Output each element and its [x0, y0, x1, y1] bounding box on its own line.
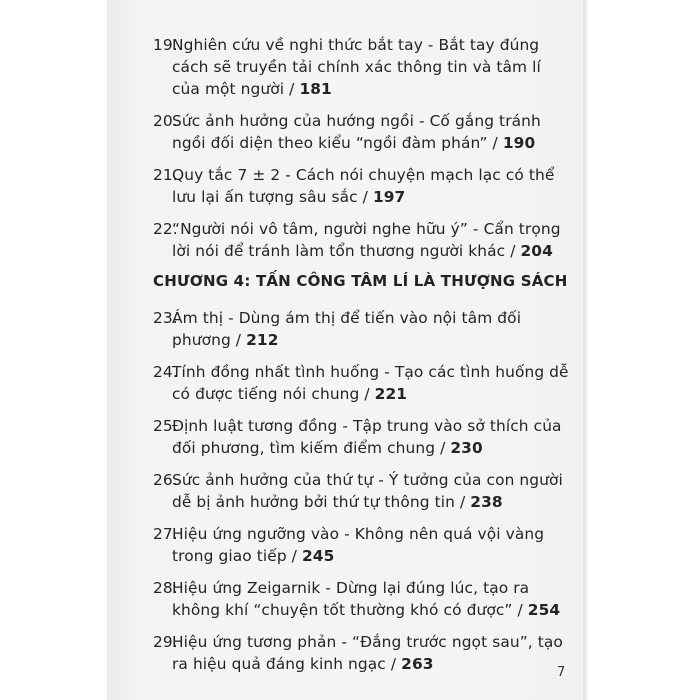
entry-title: “Người nói vô tâm, người nghe hữu ý” - Cẩn trọng lời nói để tránh làm tổn thương người khác / — [172, 220, 561, 260]
entry-title: Hiệu ứng ngưỡng vào - Không nên quá vội vàng trong giao tiếp / — [172, 525, 545, 565]
entry-page: 254 — [527, 601, 561, 619]
entry-page: 181 — [299, 80, 332, 98]
entry-title: Sức ảnh hưởng của hướng ngồi - Cố gắng tránh ngồi đối diện theo kiểu “ngồi đàm phán” / — [172, 112, 541, 152]
toc-list-bottom — [153, 307, 573, 685]
entry-title: Ám thị - Dùng ám thị để tiến vào nội tâm đối phương / — [172, 309, 522, 349]
entry-title: Hiệu ứng Zeigarnik - Dừng lại đúng lúc, tạo ra không khí “chuyện tốt thường khó có được” / — [172, 579, 530, 619]
toc-entry — [153, 34, 563, 100]
entry-title: Tính đồng nhất tình huống - Tạo các tình huống dễ có được tiếng nói chung / — [172, 363, 569, 403]
entry-text — [172, 164, 563, 208]
entry-title: Nghiên cứu về nghi thức bắt tay - Bắt tay đúng cách sẽ truyền tải chính xác thông tin và tâm lí của một người / — [172, 36, 541, 98]
entry-text — [172, 110, 563, 154]
entry-text — [172, 415, 573, 459]
entry-page: 221 — [374, 385, 408, 403]
toc-entry — [153, 577, 573, 621]
entry-page: 263 — [401, 655, 434, 673]
entry-text — [172, 34, 563, 100]
entry-page: 212 — [246, 331, 279, 349]
entry-number: 25. — [153, 417, 178, 435]
entry-text — [172, 523, 573, 567]
entry-number: 29. — [153, 633, 178, 651]
entry-page: 204 — [520, 242, 553, 260]
toc-entry — [153, 361, 573, 405]
entry-number: 19. — [153, 36, 178, 54]
toc-entry — [153, 218, 563, 262]
entry-number: 21. — [153, 166, 178, 184]
page-number: 7 — [557, 665, 566, 680]
entry-page: 245 — [301, 547, 335, 565]
entry-number: 23. — [153, 309, 178, 327]
toc-entry — [153, 307, 573, 351]
entry-number: 22. — [153, 220, 178, 238]
entry-page: 190 — [502, 134, 536, 152]
entry-title: Quy tắc 7 ± 2 - Cách nói chuyện mạch lạc có thể lưu lại ấn tượng sâu sắc / — [172, 166, 555, 206]
entry-text — [172, 307, 573, 351]
toc-entry — [153, 631, 573, 675]
entry-number: 27. — [153, 525, 178, 543]
entry-text — [172, 631, 573, 675]
entry-text — [172, 577, 573, 621]
entry-title: Sức ảnh hưởng của thứ tự - Ý tưởng của con người dễ bị ảnh hưởng bởi thứ tự thông tin / — [172, 471, 563, 511]
entry-text — [172, 361, 573, 405]
entry-number: 24. — [153, 363, 178, 381]
entry-number: 20. — [153, 112, 178, 130]
toc-entry — [153, 469, 573, 513]
page-edge-shadow — [583, 0, 589, 700]
toc-entry — [153, 415, 573, 459]
toc-entry — [153, 110, 563, 154]
entry-text — [172, 218, 563, 262]
entry-page: 230 — [450, 439, 483, 457]
chapter-heading: CHƯƠNG 4: TẤN CÔNG TÂM LÍ LÀ THƯỢNG SÁCH — [153, 272, 568, 290]
entry-title: Định luật tương đồng - Tập trung vào sở thích của đối phương, tìm kiếm điểm chung / — [172, 417, 562, 457]
entry-text — [172, 469, 573, 513]
entry-number: 26. — [153, 471, 178, 489]
entry-number: 28. — [153, 579, 178, 597]
toc-entry — [153, 164, 563, 208]
entry-page: 238 — [470, 493, 503, 511]
entry-page: 197 — [372, 188, 406, 206]
entry-title: Hiệu ứng tương phản - “Đắng trước ngọt sau”, tạo ra hiệu quả đáng kinh ngạc / — [172, 633, 563, 673]
toc-list-top — [153, 34, 563, 272]
toc-entry — [153, 523, 573, 567]
